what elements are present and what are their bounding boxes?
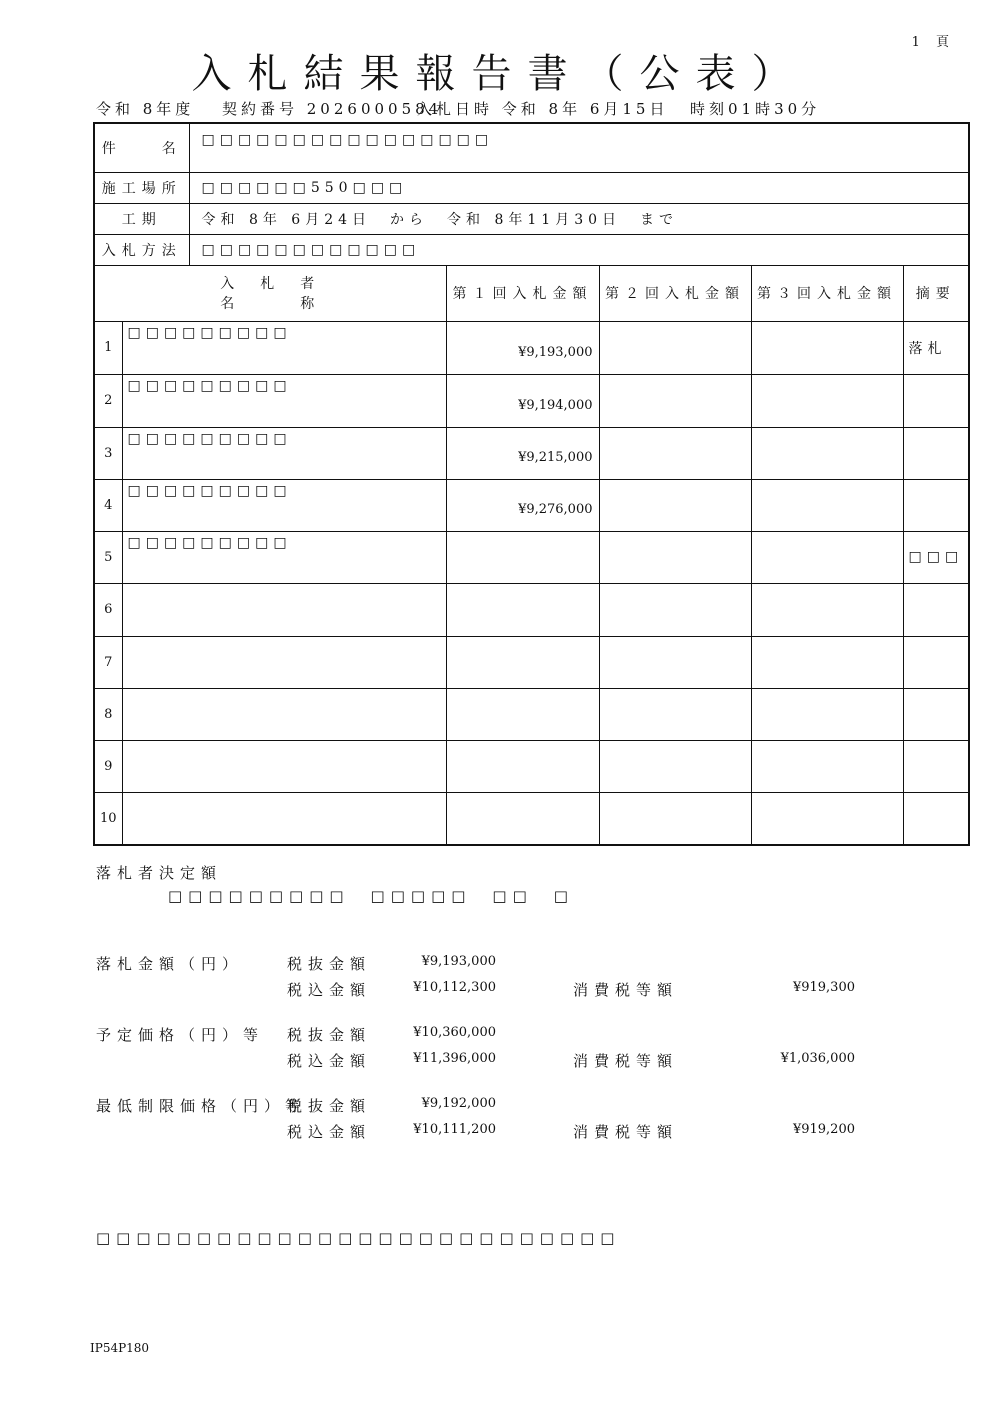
summary-label: 最低制限価格（円）等 xyxy=(96,1097,307,1115)
tax-excluded-label: 税抜金額 xyxy=(287,1026,372,1044)
round2-amount xyxy=(599,792,751,845)
round2-amount xyxy=(599,636,751,688)
round3-amount xyxy=(751,583,903,636)
round1-amount xyxy=(446,531,599,583)
name-value: □□□□□□□□□□□□□□□□ xyxy=(189,123,969,172)
round3-amount xyxy=(751,374,903,427)
round1-amount xyxy=(446,740,599,792)
fiscal-year: 令和 8年度 xyxy=(96,100,195,118)
round1-header: 第１回入札金額 xyxy=(446,265,599,321)
consumption-tax-label: 消費税等額 xyxy=(573,1123,679,1141)
remarks xyxy=(903,583,969,636)
row-number: 5 xyxy=(94,531,122,583)
remarks xyxy=(903,427,969,479)
name-label: 件 名 xyxy=(94,123,189,172)
remarks xyxy=(903,740,969,792)
tax-included-amount: ¥10,111,200 xyxy=(413,1122,496,1137)
round1-amount xyxy=(446,583,599,636)
page-number: 1 頁 xyxy=(911,35,955,50)
bid-date: 入札日時 令和 8年 6月15日 xyxy=(417,100,669,118)
winner-label: 落札者決定額 xyxy=(96,864,223,882)
bidder-name: □□□□□□□□□ xyxy=(122,427,446,479)
closing-text: □□□□□□□□□□□□□□□□□□□□□□□□□□ xyxy=(96,1229,621,1247)
table-row xyxy=(94,740,969,792)
round1-amount xyxy=(446,636,599,688)
tax-excluded-amount: ¥9,192,000 xyxy=(421,1096,496,1111)
round3-amount xyxy=(751,531,903,583)
tax-excluded-amount: ¥9,193,000 xyxy=(421,954,496,969)
consumption-tax-amount: ¥919,200 xyxy=(792,1122,855,1137)
round3-amount xyxy=(751,427,903,479)
round3-amount xyxy=(751,321,903,374)
consumption-tax-label: 消費税等額 xyxy=(573,1052,679,1070)
row-number: 1 xyxy=(94,321,122,374)
round1-amount: ¥9,193,000 xyxy=(446,321,599,374)
round2-amount xyxy=(599,740,751,792)
winner-detail: □□□□□□□□□ □□□□□ □□ □ xyxy=(168,887,574,905)
remarks xyxy=(903,479,969,531)
round2-amount xyxy=(599,374,751,427)
remarks xyxy=(903,636,969,688)
contract-number: 契約番号 2026000584 xyxy=(222,100,443,118)
round2-header: 第２回入札金額 xyxy=(599,265,751,321)
bidder-name xyxy=(122,740,446,792)
round3-header: 第３回入札金額 xyxy=(751,265,903,321)
round2-amount xyxy=(599,583,751,636)
remarks xyxy=(903,374,969,427)
bidder-name xyxy=(122,792,446,845)
consumption-tax-amount: ¥919,300 xyxy=(792,980,855,995)
consumption-tax-label: 消費税等額 xyxy=(573,981,679,999)
tax-excluded-amount: ¥10,360,000 xyxy=(413,1025,496,1040)
bidder-name xyxy=(122,636,446,688)
document-title: 入札結果報告書（公表） xyxy=(191,51,808,97)
bidder-header-bottom: 名 称 xyxy=(220,296,321,312)
summary-label: 予定価格（円）等 xyxy=(96,1026,265,1044)
table-row xyxy=(94,321,969,374)
tax-included-amount: ¥10,112,300 xyxy=(413,980,496,995)
method-label: 入札方法 xyxy=(94,234,189,265)
bidder-name xyxy=(122,583,446,636)
row-number: 6 xyxy=(94,583,122,636)
row-number: 9 xyxy=(94,740,122,792)
row-number: 10 xyxy=(94,792,122,845)
row-number: 7 xyxy=(94,636,122,688)
round1-amount xyxy=(446,688,599,740)
round3-amount xyxy=(751,479,903,531)
bidder-name: □□□□□□□□□ xyxy=(122,531,446,583)
table-row xyxy=(94,583,969,636)
tax-excluded-label: 税抜金額 xyxy=(287,955,372,973)
table-row xyxy=(94,479,969,531)
round2-amount xyxy=(599,479,751,531)
tax-included-label: 税込金額 xyxy=(287,981,372,999)
method-value: □□□□□□□□□□□□ xyxy=(189,234,969,265)
period-value: 令和 8年 6月24日 から 令和 8年11月30日 まで xyxy=(189,203,969,234)
form-code: IP54P180 xyxy=(90,1341,150,1355)
bidder-name: □□□□□□□□□ xyxy=(122,321,446,374)
tax-included-label: 税込金額 xyxy=(287,1123,372,1141)
table-row xyxy=(94,792,969,845)
table-row xyxy=(94,427,969,479)
location-label: 施工場所 xyxy=(94,172,189,203)
row-number: 3 xyxy=(94,427,122,479)
table-row xyxy=(94,688,969,740)
bidder-header-top: 入 札 者 xyxy=(220,276,321,292)
bidder-name: □□□□□□□□□ xyxy=(122,374,446,427)
bidder-name: □□□□□□□□□ xyxy=(122,479,446,531)
round3-amount xyxy=(751,740,903,792)
table-row xyxy=(94,636,969,688)
round2-amount xyxy=(599,688,751,740)
round1-amount: ¥9,215,000 xyxy=(446,427,599,479)
tax-included-amount: ¥11,396,000 xyxy=(413,1051,496,1066)
round2-amount xyxy=(599,427,751,479)
summary-label: 落札金額（円） xyxy=(96,955,244,973)
remarks xyxy=(903,688,969,740)
remarks: □□□ xyxy=(903,531,969,583)
remarks-header: 摘要 xyxy=(903,265,969,321)
bidder-name xyxy=(122,688,446,740)
consumption-tax-amount: ¥1,036,000 xyxy=(780,1051,855,1066)
round1-amount: ¥9,276,000 xyxy=(446,479,599,531)
table-row xyxy=(94,531,969,583)
remarks xyxy=(903,792,969,845)
row-number: 2 xyxy=(94,374,122,427)
bid-time: 時刻01時30分 xyxy=(690,100,821,118)
round1-amount: ¥9,194,000 xyxy=(446,374,599,427)
round3-amount xyxy=(751,688,903,740)
bid-table xyxy=(93,122,970,846)
period-label: 工期 xyxy=(94,203,189,234)
row-number: 8 xyxy=(94,688,122,740)
row-number: 4 xyxy=(94,479,122,531)
bidder-header xyxy=(94,265,446,321)
tax-excluded-label: 税抜金額 xyxy=(287,1097,372,1115)
round3-amount xyxy=(751,636,903,688)
round2-amount xyxy=(599,531,751,583)
round2-amount xyxy=(599,321,751,374)
round1-amount xyxy=(446,792,599,845)
round3-amount xyxy=(751,792,903,845)
tax-included-label: 税込金額 xyxy=(287,1052,372,1070)
location-value: □□□□□□550□□□ xyxy=(189,172,969,203)
remarks: 落札 xyxy=(903,321,969,374)
table-row xyxy=(94,374,969,427)
